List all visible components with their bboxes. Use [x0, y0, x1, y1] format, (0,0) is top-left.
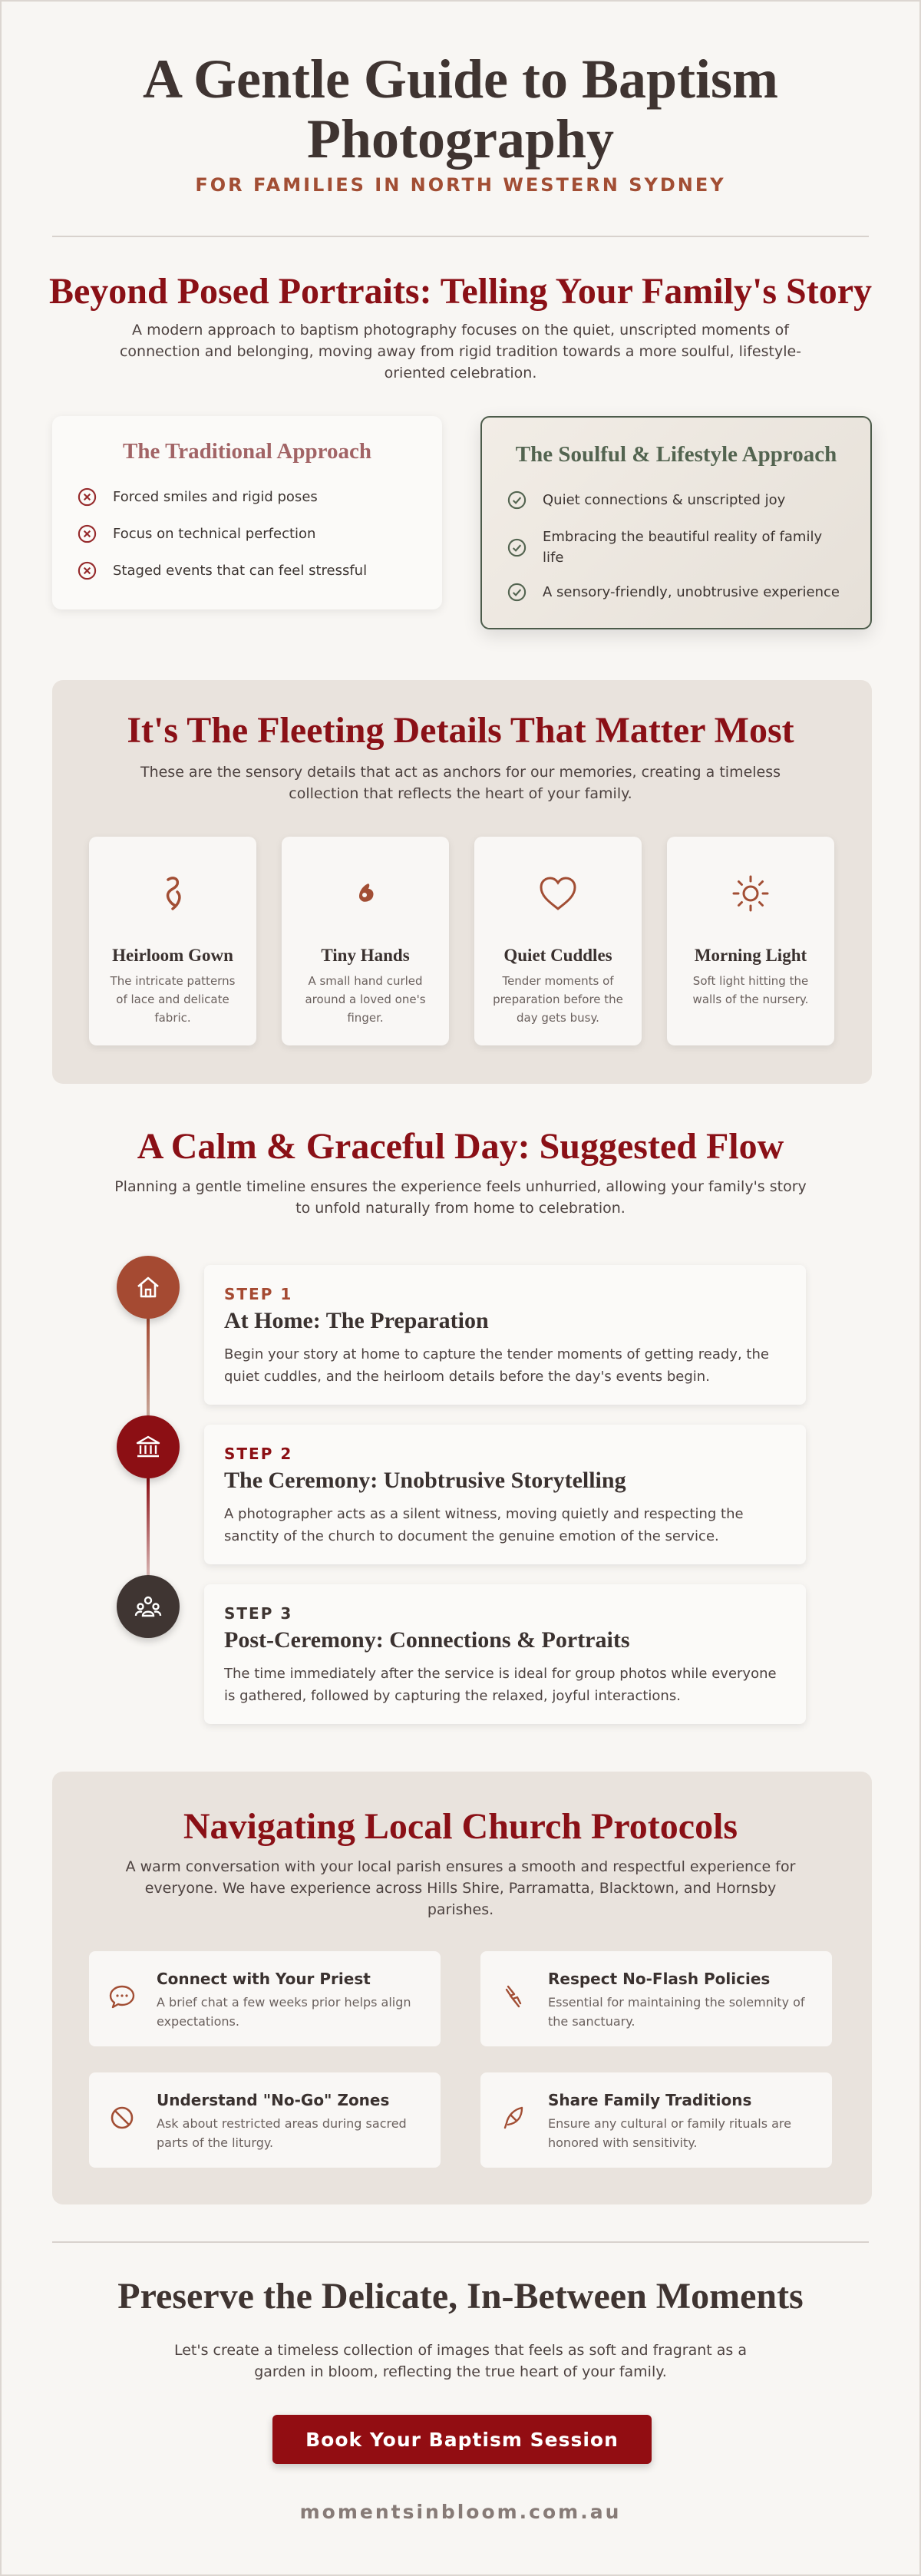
check-circle-icon: [507, 490, 527, 510]
protocol-card-connect-priest: [89, 1951, 441, 2046]
list-item: [77, 487, 318, 507]
chat-icon: [107, 1982, 137, 2011]
no-flash-icon: [499, 1982, 528, 2011]
detail-card-title: Heirloom Gown: [112, 946, 233, 965]
timeline-connector: [147, 1478, 150, 1577]
flow-title: A Calm & Graceful Day: Suggested Flow: [137, 1126, 784, 1167]
step-title: Post-Ceremony: Connections & Portraits: [224, 1627, 630, 1653]
list-item: [507, 490, 852, 510]
details-description: These are the sensory details that act as anchors for our memories, creating a timeless collection that reflects the heart of your family.: [140, 764, 781, 802]
detail-card-heirloom-gown: [89, 837, 256, 1045]
list-item-text: Embracing the beautiful reality of family life: [543, 529, 823, 566]
footer-description: Let's create a timeless collection of images that feels as soft and fragrant as a garden in bloom, reflecting the true heart of your family.: [173, 2342, 748, 2380]
page-title-line1: A Gentle Guide to Baptism: [142, 48, 779, 110]
soulful-heading: The Soulful & Lifestyle Approach: [515, 442, 837, 467]
traditional-approach-card: [52, 416, 442, 609]
check-circle-icon: [507, 582, 527, 603]
step-1-marker: [117, 1256, 180, 1319]
protocols-description: A warm conversation with your local parish ensures a smooth and respectful experience for everyone. We have experience across Hills Shire, Parramatta, Blacktown, and Hornsby parishes.: [125, 1858, 796, 1918]
step-label: STEP 1: [224, 1285, 293, 1303]
website-link[interactable]: momentsinbloom.com.au: [299, 2501, 622, 2523]
protocol-title: Respect No-Flash Policies: [548, 1970, 771, 1988]
gown-icon: [150, 870, 196, 916]
x-circle-icon: [77, 523, 97, 544]
protocol-title: Share Family Traditions: [548, 2091, 752, 2109]
footer-title: Preserve the Delicate, In-Between Moments: [117, 2276, 804, 2317]
list-item-text: Focus on technical perfection: [113, 526, 316, 542]
page-title: [2, 49, 919, 169]
detail-card-desc: Tender moments of preparation before the day gets busy.: [493, 974, 623, 1025]
protocol-desc: Ensure any cultural or family rituals are honored with sensitivity.: [548, 2116, 791, 2150]
step-title: The Ceremony: Unobtrusive Storytelling: [224, 1468, 626, 1493]
page-subtitle: FOR FAMILIES IN NORTH WESTERN SYDNEY: [195, 174, 726, 196]
story-title: Beyond Posed Portraits: Telling Your Family's Story: [48, 271, 873, 312]
check-circle-icon: [507, 537, 527, 558]
flow-description: Planning a gentle timeline ensures the experience feels unhurried, allowing your family's story to unfold naturally from home to celebration.: [114, 1178, 807, 1217]
sun-icon: [728, 870, 774, 916]
list-item-text: A sensory-friendly, unobtrusive experience: [543, 584, 840, 600]
divider: [52, 2241, 869, 2243]
protocol-desc: Essential for maintaining the solemnity of the sanctuary.: [548, 1995, 805, 2029]
list-item: [77, 560, 367, 581]
group-icon: [133, 1591, 163, 1622]
feather-icon: [499, 2103, 528, 2132]
list-item: [507, 527, 837, 568]
hand-icon: [342, 870, 388, 916]
traditional-heading: The Traditional Approach: [123, 439, 371, 464]
list-item-text: Staged events that can feel stressful: [113, 563, 368, 579]
heart-icon: [535, 870, 581, 916]
x-circle-icon: [77, 487, 97, 507]
detail-card-desc: A small hand curled around a loved one's finger.: [305, 974, 426, 1025]
story-description: A modern approach to baptism photography focuses on the quiet, unscripted moments of connection and belonging, moving away from rigid tradition towards a more soulful, lifestyle-oriented celebration.: [119, 322, 802, 381]
list-item: [507, 582, 860, 603]
soulful-approach-card: [480, 416, 872, 629]
step-2-marker: [117, 1415, 180, 1478]
x-circle-icon: [77, 560, 97, 581]
step-label: STEP 2: [224, 1445, 293, 1463]
prohibited-icon: [107, 2103, 137, 2132]
step-title: At Home: The Preparation: [224, 1308, 489, 1333]
step-desc: The time immediately after the service is ideal for group photos while everyone is gathered, followed by capturing the relaxed, joyful interactions.: [224, 1666, 777, 1704]
step-label: STEP 3: [224, 1604, 293, 1623]
home-icon: [133, 1272, 163, 1303]
step-3-marker: [117, 1575, 180, 1638]
detail-card-quiet-cuddles: [474, 837, 642, 1045]
detail-card-desc: Soft light hitting the walls of the nursery.: [692, 974, 809, 1006]
protocol-desc: Ask about restricted areas during sacred parts of the liturgy.: [157, 2116, 407, 2150]
protocol-desc: A brief chat a few weeks prior helps align expectations.: [157, 1995, 411, 2029]
details-title: It's The Fleeting Details That Matter Most: [127, 710, 794, 751]
step-desc: A photographer acts as a silent witness, moving quietly and respecting the sanctity of the church to document the genuine emotion of the service.: [224, 1506, 744, 1544]
list-item-text: Forced smiles and rigid poses: [113, 489, 318, 505]
page-title-line2: Photography: [306, 108, 615, 170]
list-item-text: Quiet connections & unscripted joy: [543, 492, 786, 508]
protocol-card-no-flash: [480, 1951, 832, 2046]
detail-card-morning-light: [667, 837, 834, 1045]
step-desc: Begin your story at home to capture the tender moments of getting ready, the quiet cuddles, and the heirloom details before the day's events begin.: [224, 1346, 769, 1385]
church-icon: [133, 1432, 163, 1462]
protocol-card-family-traditions: [480, 2072, 832, 2168]
list-item: [77, 523, 315, 544]
step-card: [204, 1265, 806, 1405]
detail-card-title: Tiny Hands: [321, 946, 410, 965]
step-card: [204, 1425, 806, 1564]
detail-card-title: Quiet Cuddles: [503, 946, 612, 965]
timeline-connector: [147, 1319, 150, 1417]
book-session-button[interactable]: Book Your Baptism Session: [272, 2415, 652, 2464]
detail-card-tiny-hands: [282, 837, 449, 1045]
step-card: [204, 1584, 806, 1724]
protocol-title: Connect with Your Priest: [157, 1970, 371, 1988]
protocols-title: Navigating Local Church Protocols: [183, 1806, 738, 1847]
protocol-card-no-go-zones: [89, 2072, 441, 2168]
protocol-title: Understand "No-Go" Zones: [157, 2091, 390, 2109]
divider: [52, 236, 869, 237]
detail-card-title: Morning Light: [694, 946, 807, 965]
detail-card-desc: The intricate patterns of lace and delicate fabric.: [110, 974, 236, 1025]
